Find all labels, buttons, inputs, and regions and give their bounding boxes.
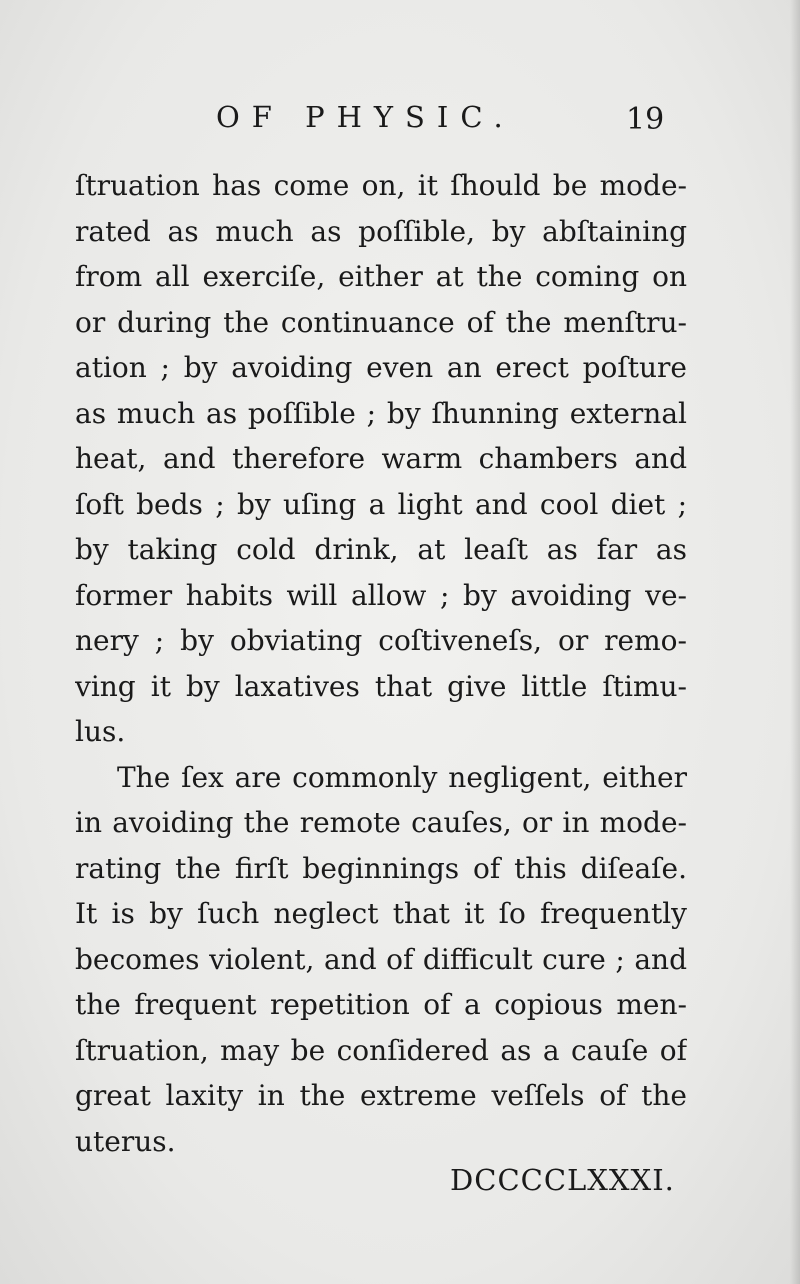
page-number: 19 [626, 102, 665, 137]
text-line: former habits will allow ; by avoiding ve- [75, 578, 687, 612]
text-line: becomes violent, and of difficult cure ; and [75, 942, 687, 976]
text-line: ving it by laxatives that give little ſtimu- [75, 669, 687, 703]
paragraph-1 [75, 163, 687, 755]
paragraph-2 [75, 755, 687, 1165]
text-line: great laxity in the extreme veſſels of the [75, 1079, 687, 1112]
text-line: from all exerciſe, either at the coming on [75, 260, 687, 293]
body-text [75, 163, 687, 1164]
running-head: OF PHYSIC. [216, 100, 515, 134]
text-line: The ſex are commonly negligent, either [117, 760, 687, 794]
text-line: as much as poſſible ; by ſhunning external [75, 396, 687, 430]
text-line: lus. [75, 715, 126, 748]
text-line: in avoiding the remote cauſes, or in mode- [75, 806, 687, 839]
text-line: ation ; by avoiding even an erect poſture [75, 351, 687, 384]
text-line: It is by ſuch neglect that it ſo frequently [75, 897, 687, 930]
text-line: ſtruation, may be conſidered as a cauſe of [75, 1033, 687, 1067]
text-line: nery ; by obviating coſtiveneſs, or remo- [75, 624, 687, 657]
text-line: ſtruation has come on, it ſhould be mode- [75, 169, 687, 202]
text-line: the frequent repetition of a copious men- [75, 988, 687, 1021]
page-edge-shadow [790, 0, 800, 1284]
page-header [0, 100, 800, 140]
text-line: rated as much as poſſible, by abſtaining [75, 214, 687, 248]
text-line: rating the firſt beginnings of this diſeaſe. [75, 851, 687, 885]
text-line: by taking cold drink, at leaſt as far as [75, 533, 687, 566]
text-line: ſoft beds ; by uſing a light and cool diet ; [75, 487, 687, 521]
text-line: or during the continuance of the menſtru- [75, 305, 687, 339]
text-line: uterus. [75, 1124, 176, 1158]
text-line: heat, and therefore warm chambers and [75, 442, 687, 475]
catchword: DCCCCLXXXI. [450, 1163, 675, 1197]
